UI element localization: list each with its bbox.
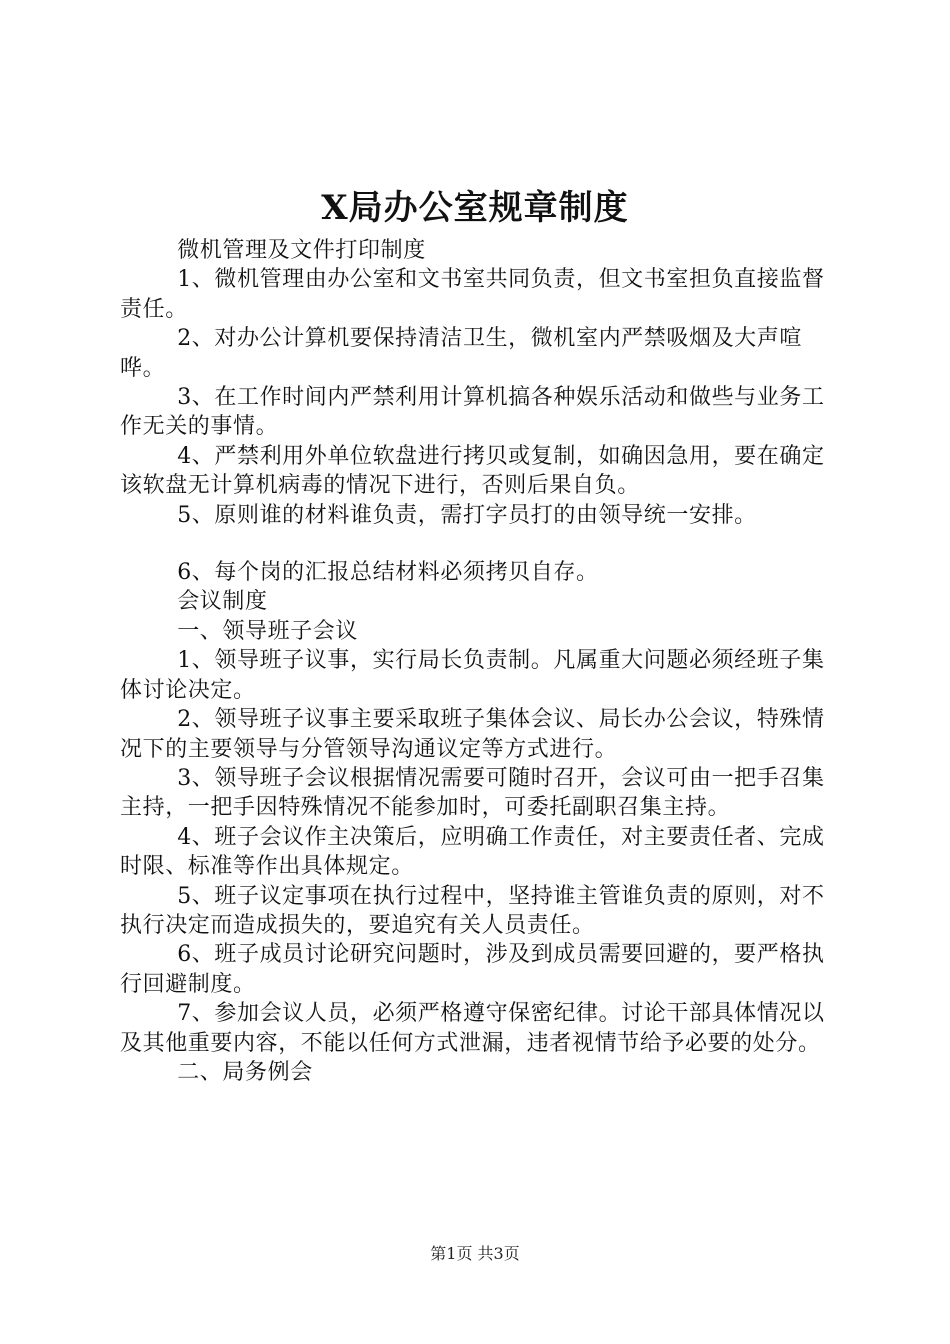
paragraph: 6、每个岗的汇报总结材料必须拷贝自存。	[177, 560, 599, 586]
subsection-heading: 一、领导班子会议	[177, 618, 358, 644]
paragraph: 1、微机管理由办公室和文书室共同负责，但文书室担负直接监督责任。	[120, 267, 825, 322]
paragraph: 3、领导班子会议根据情况需要可随时召开，会议可由一把手召集主持，一把手因特殊情况不能参加时，可委托副职召集主持。	[120, 765, 825, 821]
paragraph: 1、领导班子议事，实行局长负责制。凡属重大问题必须经班子集体讨论决定。	[120, 648, 825, 703]
section-heading: 微机管理及文件打印制度	[177, 238, 426, 263]
section-heading: 会议制度	[177, 589, 268, 615]
paragraph: 2、领导班子议事主要采取班子集体会议、局长办公会议，特殊情况下的主要领导与分管领导沟通议定等方式进行。	[120, 707, 825, 762]
paragraph: 4、严禁利用外单位软盘进行拷贝或复制，如确因急用，要在确定该软盘无计算机病毒的情况下进行，否则后果自负。	[120, 443, 825, 499]
paragraph: 3、在工作时间内严禁利用计算机搞各种娱乐活动和做些与业务工作无关的事情。	[120, 385, 825, 440]
paragraph: 7、参加会议人员，必须严格遵守保密纪律。讨论干部具体情况以及其他重要内容，不能以任何方式泄漏，违者视情节给予必要的处分。	[120, 1001, 825, 1056]
paragraph: 6、班子成员讨论研究问题时，涉及到成员需要回避的，要严格执行回避制度。	[120, 942, 825, 997]
document-body	[120, 236, 840, 1087]
document-title: X局办公室规章制度	[321, 188, 629, 228]
paragraph: 2、对办公计算机要保持清洁卫生，微机室内严禁吸烟及大声喧哗。	[120, 326, 802, 381]
paragraph: 5、班子议定事项在执行过程中，坚持谁主管谁负责的原则，对不执行决定而造成损失的，要追究有关人员责任。	[120, 883, 825, 938]
paragraph: 5、原则谁的材料谁负责，需打字员打的由领导统一安排。	[177, 502, 757, 528]
page-footer: 第1页 共3页	[430, 1244, 520, 1263]
paragraph: 4、班子会议作主决策后，应明确工作责任，对主要责任者、完成时限、标准等作出具体规定。	[120, 824, 825, 880]
subsection-heading: 二、局务例会	[177, 1059, 313, 1085]
